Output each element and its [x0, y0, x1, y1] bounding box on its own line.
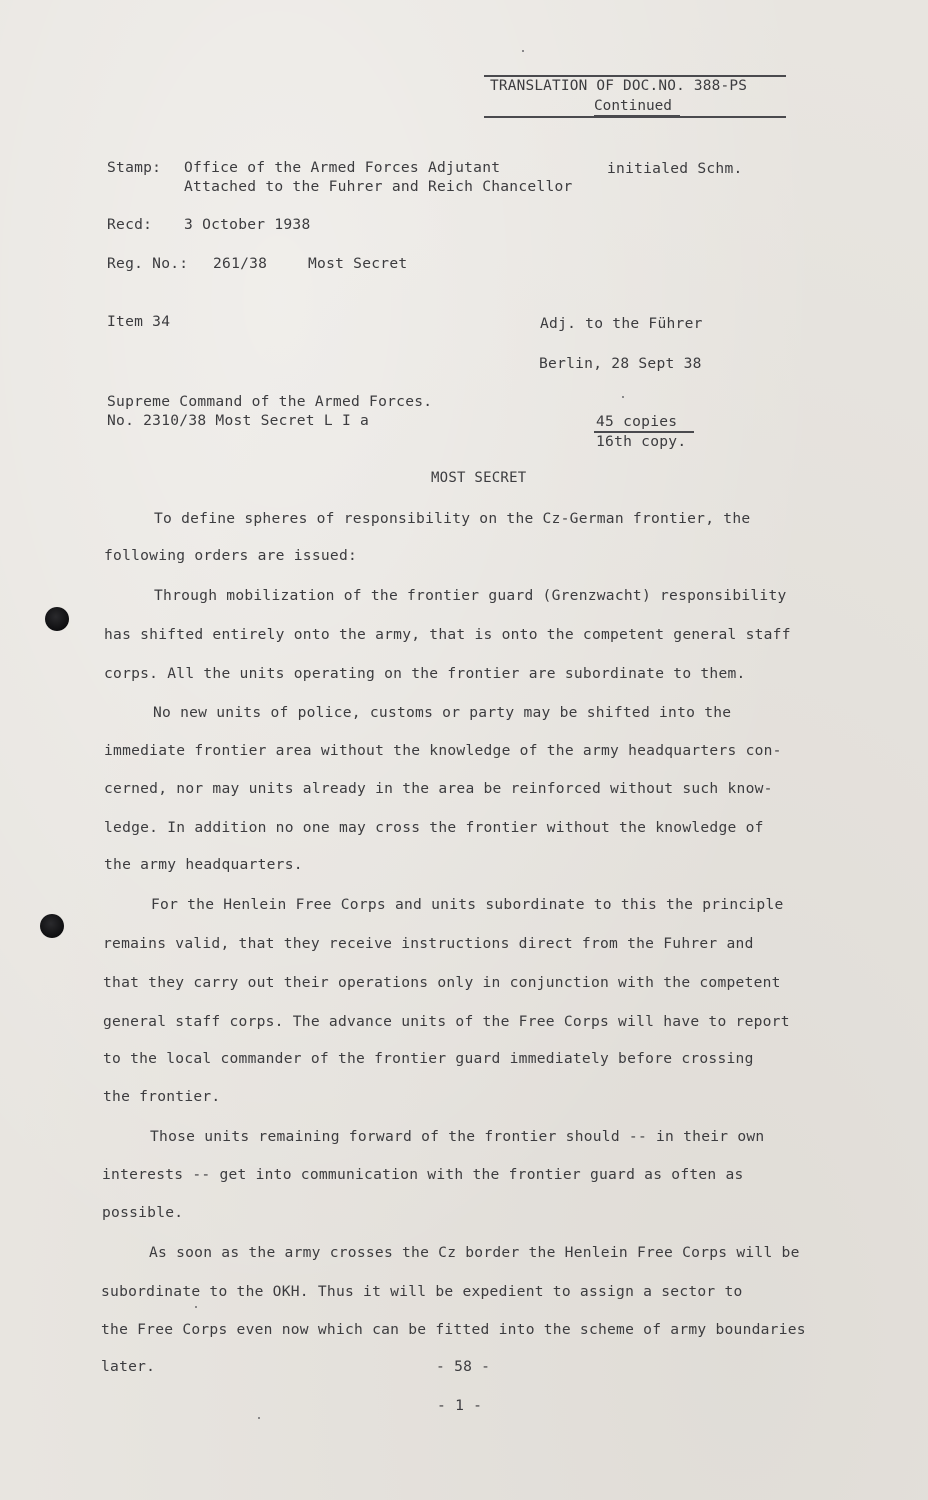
copies-total: 45 copies [596, 413, 678, 430]
classification-heading: MOST SECRET [431, 470, 527, 486]
punch-hole-lower [40, 914, 64, 938]
adjutant-line: Adj. to the Führer [540, 315, 703, 332]
header-rule-bottom [484, 116, 786, 118]
body-line: immediate frontier area without the knowledge of the army headquarters con- [104, 742, 782, 759]
body-line: Through mobilization of the frontier guard (Grenzwacht) responsibility [154, 587, 787, 604]
punch-hole-upper [45, 607, 69, 631]
body-line: As soon as the army crosses the Cz border the Henlein Free Corps will be [149, 1244, 800, 1261]
command-line-2: No. 2310/38 Most Secret L I a [107, 412, 370, 429]
body-line: interests -- get into communication with the frontier guard as often as [102, 1166, 744, 1183]
header-rule-top [484, 75, 786, 77]
body-line: to the local commander of the frontier guard immediately before crossing [103, 1050, 754, 1067]
body-line: general staff corps. The advance units of the Free Corps will have to report [103, 1013, 790, 1030]
paper-speck [622, 396, 624, 398]
body-line: later. [101, 1358, 156, 1375]
reg-classification: Most Secret [308, 255, 408, 272]
recd-date: 3 October 1938 [184, 216, 311, 233]
body-line: has shifted entirely onto the army, that is onto the competent general staff [104, 626, 791, 643]
copies-this: 16th copy. [596, 433, 687, 450]
reg-number: 261/38 [213, 255, 268, 272]
body-line: the army headquarters. [104, 856, 303, 873]
page-number-58: - 58 - [436, 1358, 491, 1375]
body-line: the frontier. [103, 1088, 221, 1105]
body-line: corps. All the units operating on the frontier are subordinate to them. [104, 665, 746, 682]
place-date: Berlin, 28 Sept 38 [539, 355, 702, 372]
page-number-1: - 1 - [437, 1397, 483, 1414]
command-line-1: Supreme Command of the Armed Forces. [107, 393, 433, 410]
body-line: remains valid, that they receive instructions direct from the Fuhrer and [103, 935, 754, 952]
body-line: For the Henlein Free Corps and units subordinate to this the principle [151, 896, 784, 913]
paper-speck [258, 1417, 260, 1419]
body-line: the Free Corps even now which can be fitted into the scheme of army boundaries [101, 1321, 806, 1338]
body-line: Those units remaining forward of the frontier should -- in their own [150, 1128, 765, 1145]
body-line: ledge. In addition no one may cross the frontier without the knowledge of [104, 819, 764, 836]
stamp-initialed: initialed Schm. [607, 160, 743, 177]
item-number: Item 34 [107, 313, 171, 330]
stamp-line-2: Attached to the Fuhrer and Reich Chancellor [184, 178, 573, 195]
body-line: possible. [102, 1204, 184, 1221]
document-subtitle: Continued [594, 98, 672, 114]
body-line: that they carry out their operations only in conjunction with the competent [103, 974, 781, 991]
body-line: No new units of police, customs or party may be shifted into the [153, 704, 732, 721]
body-line: To define spheres of responsibility on the Cz-German frontier, the [154, 510, 751, 527]
reg-label: Reg. No.: [107, 255, 189, 272]
body-line: subordinate to the OKH. Thus it will be expedient to assign a sector to [101, 1283, 743, 1300]
paper-speck [195, 1306, 197, 1308]
paper-speck [522, 50, 524, 52]
stamp-label: Stamp: [107, 159, 162, 176]
body-line: cerned, nor may units already in the area be reinforced without such know- [104, 780, 773, 797]
recd-label: Recd: [107, 216, 153, 233]
body-line: following orders are issued: [104, 547, 358, 564]
document-title: TRANSLATION OF DOC.NO. 388-PS [490, 78, 748, 94]
stamp-line-1: Office of the Armed Forces Adjutant [184, 159, 501, 176]
